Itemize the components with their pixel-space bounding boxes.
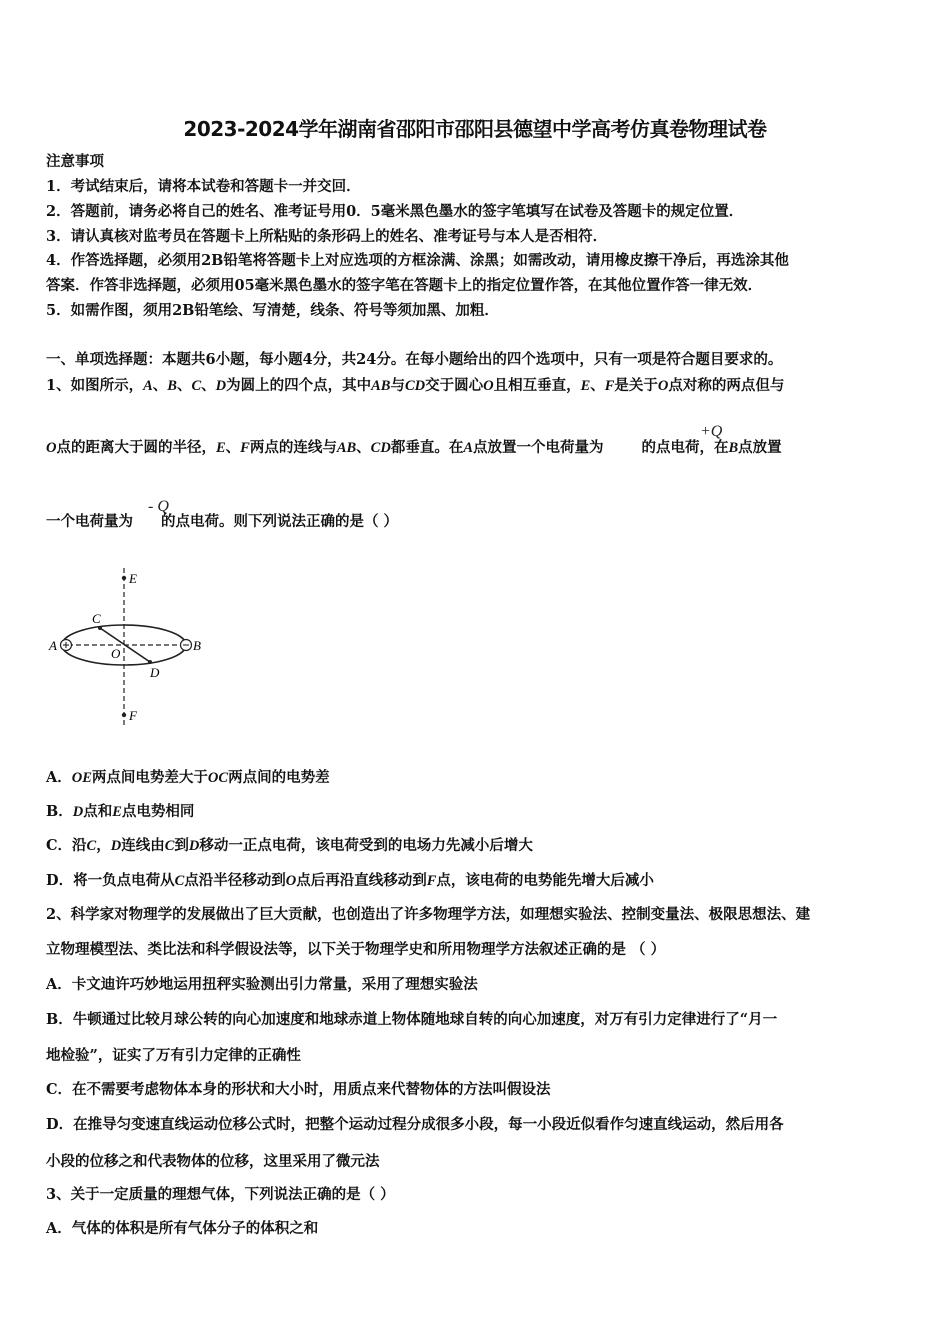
q3-stem: 3、关于一定质量的理想气体，下列说法正确的是（ ） bbox=[46, 1186, 395, 1203]
q2-option-d-line2: 小段的位移之和代表物体的位移，这里采用了微元法 bbox=[46, 1153, 380, 1170]
q1-option-d: D．将一负点电荷从C点沿半径移动到O点后再沿直线移动到F点，该电荷的电势能先增大后减小 bbox=[46, 872, 654, 889]
minus-q-formula: - Q bbox=[148, 498, 169, 515]
section-heading: 一、单项选择题：本题共6小题，每小题4分，共24分。在每小题给出的四个选项中，只有一项是符合题目要求的。 bbox=[46, 351, 783, 368]
label-d: D bbox=[150, 665, 160, 680]
q2-stem-line2: 立物理模型法、类比法和科学假设法等，以下关于物理学史和所用物理学方法叙述正确的是 （ ） bbox=[46, 941, 666, 958]
label-o: O bbox=[111, 646, 121, 661]
label-f: F bbox=[129, 708, 137, 723]
label-c: C bbox=[92, 611, 101, 626]
q1-figure bbox=[40, 560, 220, 730]
point-e bbox=[122, 576, 126, 580]
point-d bbox=[148, 660, 152, 664]
point-c bbox=[98, 626, 102, 630]
q1-option-c: C．沿C，D连线由C到D移动一正点电荷，该电荷受到的电场力先减小后增大 bbox=[46, 837, 533, 854]
q2-option-b-line2: 地检验”，证实了万有引力定律的正确性 bbox=[46, 1047, 301, 1064]
q2-option-c: C．在不需要考虑物体本身的形状和大小时，用质点来代替物体的方法叫假设法 bbox=[46, 1081, 551, 1098]
point-f bbox=[122, 713, 126, 717]
notice-item: 4．作答选择题，必须用2B铅笔将答题卡上对应选项的方框涂满、涂黑；如需改动，请用橡皮擦干净后，再选涂其他 bbox=[46, 252, 789, 269]
q2-option-b-line1: B．牛顿通过比较月球公转的向心加速度和地球赤道上物体随地球自转的向心加速度，对万有引力定律进行了“月一 bbox=[46, 1011, 778, 1028]
q2-stem-line1: 2、科学家对物理学的发展做出了巨大贡献，也创造出了许多物理学方法，如理想实验法、控制变量法、极限思想法、建 bbox=[46, 906, 811, 923]
label-e: E bbox=[129, 571, 137, 586]
q1-option-a: A．OE两点间电势差大于OC两点间的电势差 bbox=[46, 769, 330, 786]
q2-option-a: A．卡文迪许巧妙地运用扭秤实验测出引力常量，采用了理想实验法 bbox=[46, 976, 478, 993]
q1-option-b: B．D点和E点电势相同 bbox=[46, 803, 195, 820]
notice-item: 1．考试结束后，请将本试卷和答题卡一并交回． bbox=[46, 178, 361, 195]
page-title: 2023-2024学年湖南省邵阳市邵阳县德望中学高考仿真卷物理试卷 bbox=[183, 117, 767, 141]
notice-item: 3．请认真核对监考员在答题卡上所粘贴的条形码上的姓名、准考证号与本人是否相符． bbox=[46, 228, 608, 245]
notice-item: 答案．作答非选择题，必须用05毫米黑色墨水的签字笔在答题卡上的指定位置作答，在其他位置作答一律无效． bbox=[46, 277, 763, 294]
notice-heading: 注意事项 bbox=[46, 153, 104, 170]
q1-stem-line3: 一个电荷量为 的点电荷。则下列说法正确的是（ ） bbox=[46, 513, 399, 530]
notice-item: 5．如需作图，须用2B铅笔绘、写清楚，线条、符号等须加黑、加粗． bbox=[46, 302, 499, 319]
label-a: A bbox=[49, 638, 57, 653]
q1-stem-line1: 1、如图所示，A、B、C、D为圆上的四个点，其中AB与CD交于圆心O且相互垂直，E、F是关于O点对称的两点但与 bbox=[46, 377, 785, 394]
label-b: B bbox=[193, 638, 201, 653]
notice-item: 2．答题前，请务必将自己的姓名、准考证号用0．5毫米黑色墨水的签字笔填写在试卷及答题卡的规定位置． bbox=[46, 203, 744, 220]
plus-q-formula: +Q bbox=[700, 423, 723, 440]
q3-option-a: A．气体的体积是所有气体分子的体积之和 bbox=[46, 1220, 319, 1237]
q1-stem-line2: O点的距离大于圆的半径，E、F两点的连线与AB、CD都垂直。在A点放置一个电荷量为 的点电荷，在B点放置 bbox=[46, 439, 782, 456]
q2-option-d-line1: D．在推导匀变速直线运动位移公式时，把整个运动过程分成很多小段，每一小段近似看作匀速直线运动，然后用各 bbox=[46, 1116, 784, 1133]
